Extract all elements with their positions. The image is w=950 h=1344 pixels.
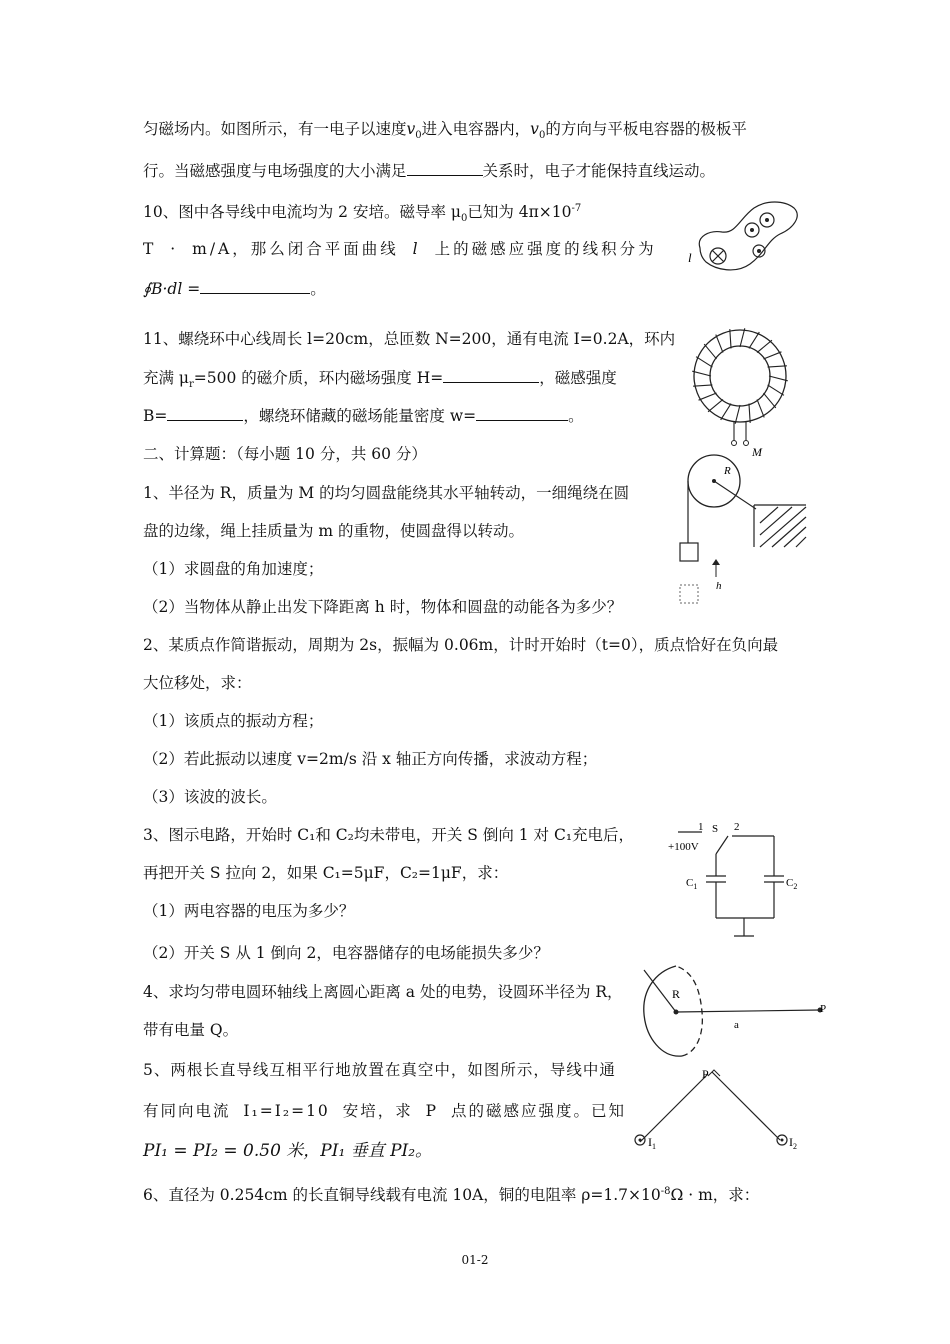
figure-calc3-circuit bbox=[668, 818, 808, 952]
page-number: 01-2 bbox=[461, 1253, 489, 1267]
toroid-winding bbox=[740, 328, 745, 347]
question-11-line-3: B= ，螺绕环储藏的磁场能量密度 w= 。 bbox=[143, 407, 584, 425]
figure-q10-loop bbox=[688, 198, 803, 282]
fig-c5-i2: $I_2$ bbox=[789, 1135, 797, 1151]
calc-1-line-3: （1）求圆盘的角加速度； bbox=[143, 560, 324, 578]
fig-c3-switch-2: 2 bbox=[734, 821, 740, 833]
calc-5-line-1: 5、两根长直导线互相平行地放置在真空中，如图所示，导线中通 bbox=[143, 1061, 616, 1079]
fig-c3-c2-label: $C_2$ bbox=[786, 877, 798, 891]
fig-c3-c1-label: $C_1$ bbox=[686, 877, 698, 891]
toroid-winding bbox=[763, 352, 781, 359]
toroid-winding bbox=[768, 366, 787, 367]
fig-c3-switch-1: 1 bbox=[698, 821, 704, 833]
toroid-winding bbox=[769, 376, 788, 381]
question-11-line-1: 11、螺绕环中心线周长 l=20cm，总匝数 N=200，通有电流 I=0.2A，环内 bbox=[143, 330, 676, 348]
text-line-2: 行。当磁感强度与电场强度的大小满足 关系时，电子才能保持直线运动。 bbox=[143, 162, 716, 180]
v0-symbol: v bbox=[406, 120, 416, 138]
fig10-curve-label: l bbox=[688, 250, 692, 265]
toroid-winding bbox=[693, 385, 712, 386]
figure-calc4-ring bbox=[640, 962, 835, 1066]
calc-1-line-2: 盘的边缘，绳上挂质量为 m 的重物，使圆盘得以转动。 bbox=[143, 522, 525, 540]
fig-c4-radius-label: R bbox=[672, 987, 681, 1001]
calc-4-line-2: 带有电量 Q。 bbox=[143, 1021, 239, 1039]
figure-calc5-wires bbox=[632, 1064, 807, 1168]
toroid-winding bbox=[735, 405, 740, 424]
toroid-winding bbox=[704, 344, 716, 359]
calc-3-line-3: （1）两电容器的电压为多少？ bbox=[143, 902, 355, 920]
toroid-winding bbox=[699, 393, 717, 400]
answer-blank bbox=[407, 160, 483, 176]
toroid-winding bbox=[763, 393, 775, 408]
section-2-heading: 二、计算题：（每小题 10 分，共 60 分） bbox=[143, 445, 427, 463]
question-11-line-2: 充满 $\mu_r=500$ 的磁介质，环内磁场强度 H= ，磁感强度 bbox=[143, 369, 617, 390]
fig-c1-radius-label: R bbox=[724, 465, 731, 477]
toroid-winding bbox=[730, 329, 731, 348]
calc-3-line-1: 3、图示电路，开始时 C₁和 C₂均未带电，开关 S 倒向 1 对 C₁充电后， bbox=[143, 826, 635, 844]
fig11-label-m: M bbox=[752, 445, 762, 459]
fig-c3-switch-s: S bbox=[712, 823, 719, 835]
toroid-winding bbox=[692, 371, 711, 376]
calc-3-line-4: （2）开关 S 从 1 倒向 2，电容器储存的电场能损失多少？ bbox=[143, 944, 549, 962]
answer-blank-h bbox=[443, 367, 539, 383]
fig-c3-voltage: +100V bbox=[668, 841, 699, 853]
figure-q11-toroid bbox=[692, 320, 792, 464]
fig-c5-point-p: P bbox=[702, 1067, 709, 1081]
toroid-winding bbox=[757, 399, 764, 417]
calc-2-line-3: （1）该质点的振动方程； bbox=[143, 712, 324, 730]
question-10-line-1: 10、图中各导线中电流均为 2 安培。磁导率 $\mu_0$已知为 $4\pi\times 10^{-7}$ bbox=[143, 203, 582, 224]
calc-5-line-3: PI₁ = PI₂ = 0.50 米，PI₁ 垂直 PI₂。 bbox=[143, 1141, 433, 1161]
calc-6-line-1: 6、直径为 0.254cm 的长直铜导线载有电流 10A，铜的电阻率 $\rho=1.7\times 10^{-8}\Omega \cdot m$，求： bbox=[143, 1186, 760, 1204]
toroid-winding bbox=[749, 332, 759, 348]
calc-1-line-4: （2）当物体从静止出发下降距离 h 时，物体和圆盘的动能各为多少？ bbox=[143, 598, 623, 616]
fig-c5-i1: $I_1$ bbox=[648, 1135, 656, 1151]
toroid-winding bbox=[721, 404, 731, 420]
calc-2-line-2: 大位移处，求： bbox=[143, 674, 252, 692]
calc-5-line-2: 有同向电流 I₁=I₂=10 安培，求 P 点的磁感应强度。已知 bbox=[143, 1102, 627, 1120]
toroid-winding bbox=[757, 340, 772, 352]
calc-2-line-5: （3）该波的波长。 bbox=[143, 788, 277, 806]
answer-blank-w bbox=[476, 405, 568, 421]
calc-1-line-1: 1、半径为 R，质量为 M 的均匀圆盘能绕其水平轴转动，一细绳绕在圆 bbox=[143, 484, 630, 502]
answer-blank bbox=[200, 278, 310, 294]
toroid-winding bbox=[716, 335, 723, 353]
calc-4-line-1: 4、求均匀带电圆环轴线上离圆心距离 a 处的电势，设圆环半径为 R， bbox=[143, 983, 623, 1001]
toroid-winding bbox=[708, 399, 723, 411]
calc-2-line-1: 2、某质点作简谐振动，周期为 2s，振幅为 0.06m，计时开始时（t=0），质点恰好在负向最 bbox=[143, 636, 779, 654]
toroid-winding bbox=[768, 385, 784, 395]
figure-calc1-pulley bbox=[676, 447, 816, 611]
fig-c4-point-label: P bbox=[820, 1003, 827, 1015]
toroid-winding bbox=[696, 357, 712, 367]
calc-3-line-2: 再把开关 S 拉向 2，如果 C₁=5μF，C₂=1μF，求： bbox=[143, 864, 509, 882]
answer-blank-b bbox=[167, 405, 243, 421]
line-integral-formula: ∮B·dl = bbox=[143, 280, 201, 298]
toroid-winding bbox=[749, 404, 750, 423]
fig-c4-distance-label: a bbox=[734, 1019, 739, 1031]
question-10-line-3: ∮B·dl = 。 bbox=[143, 280, 326, 298]
fig-c1-height-label: h bbox=[716, 580, 722, 592]
text-line-1: 匀磁场内。如图所示，有一电子以速度$v_0$进入电容器内，$v_0$的方向与平板电容器的极板平 bbox=[143, 120, 747, 141]
calc-2-line-4: （2）若此振动以速度 v=2m/s 沿 x 轴正方向传播，求波动方程； bbox=[143, 750, 598, 768]
question-10-line-2: T · m/A，那么闭合平面曲线 l 上的磁感应强度的线积分为 bbox=[143, 240, 657, 258]
